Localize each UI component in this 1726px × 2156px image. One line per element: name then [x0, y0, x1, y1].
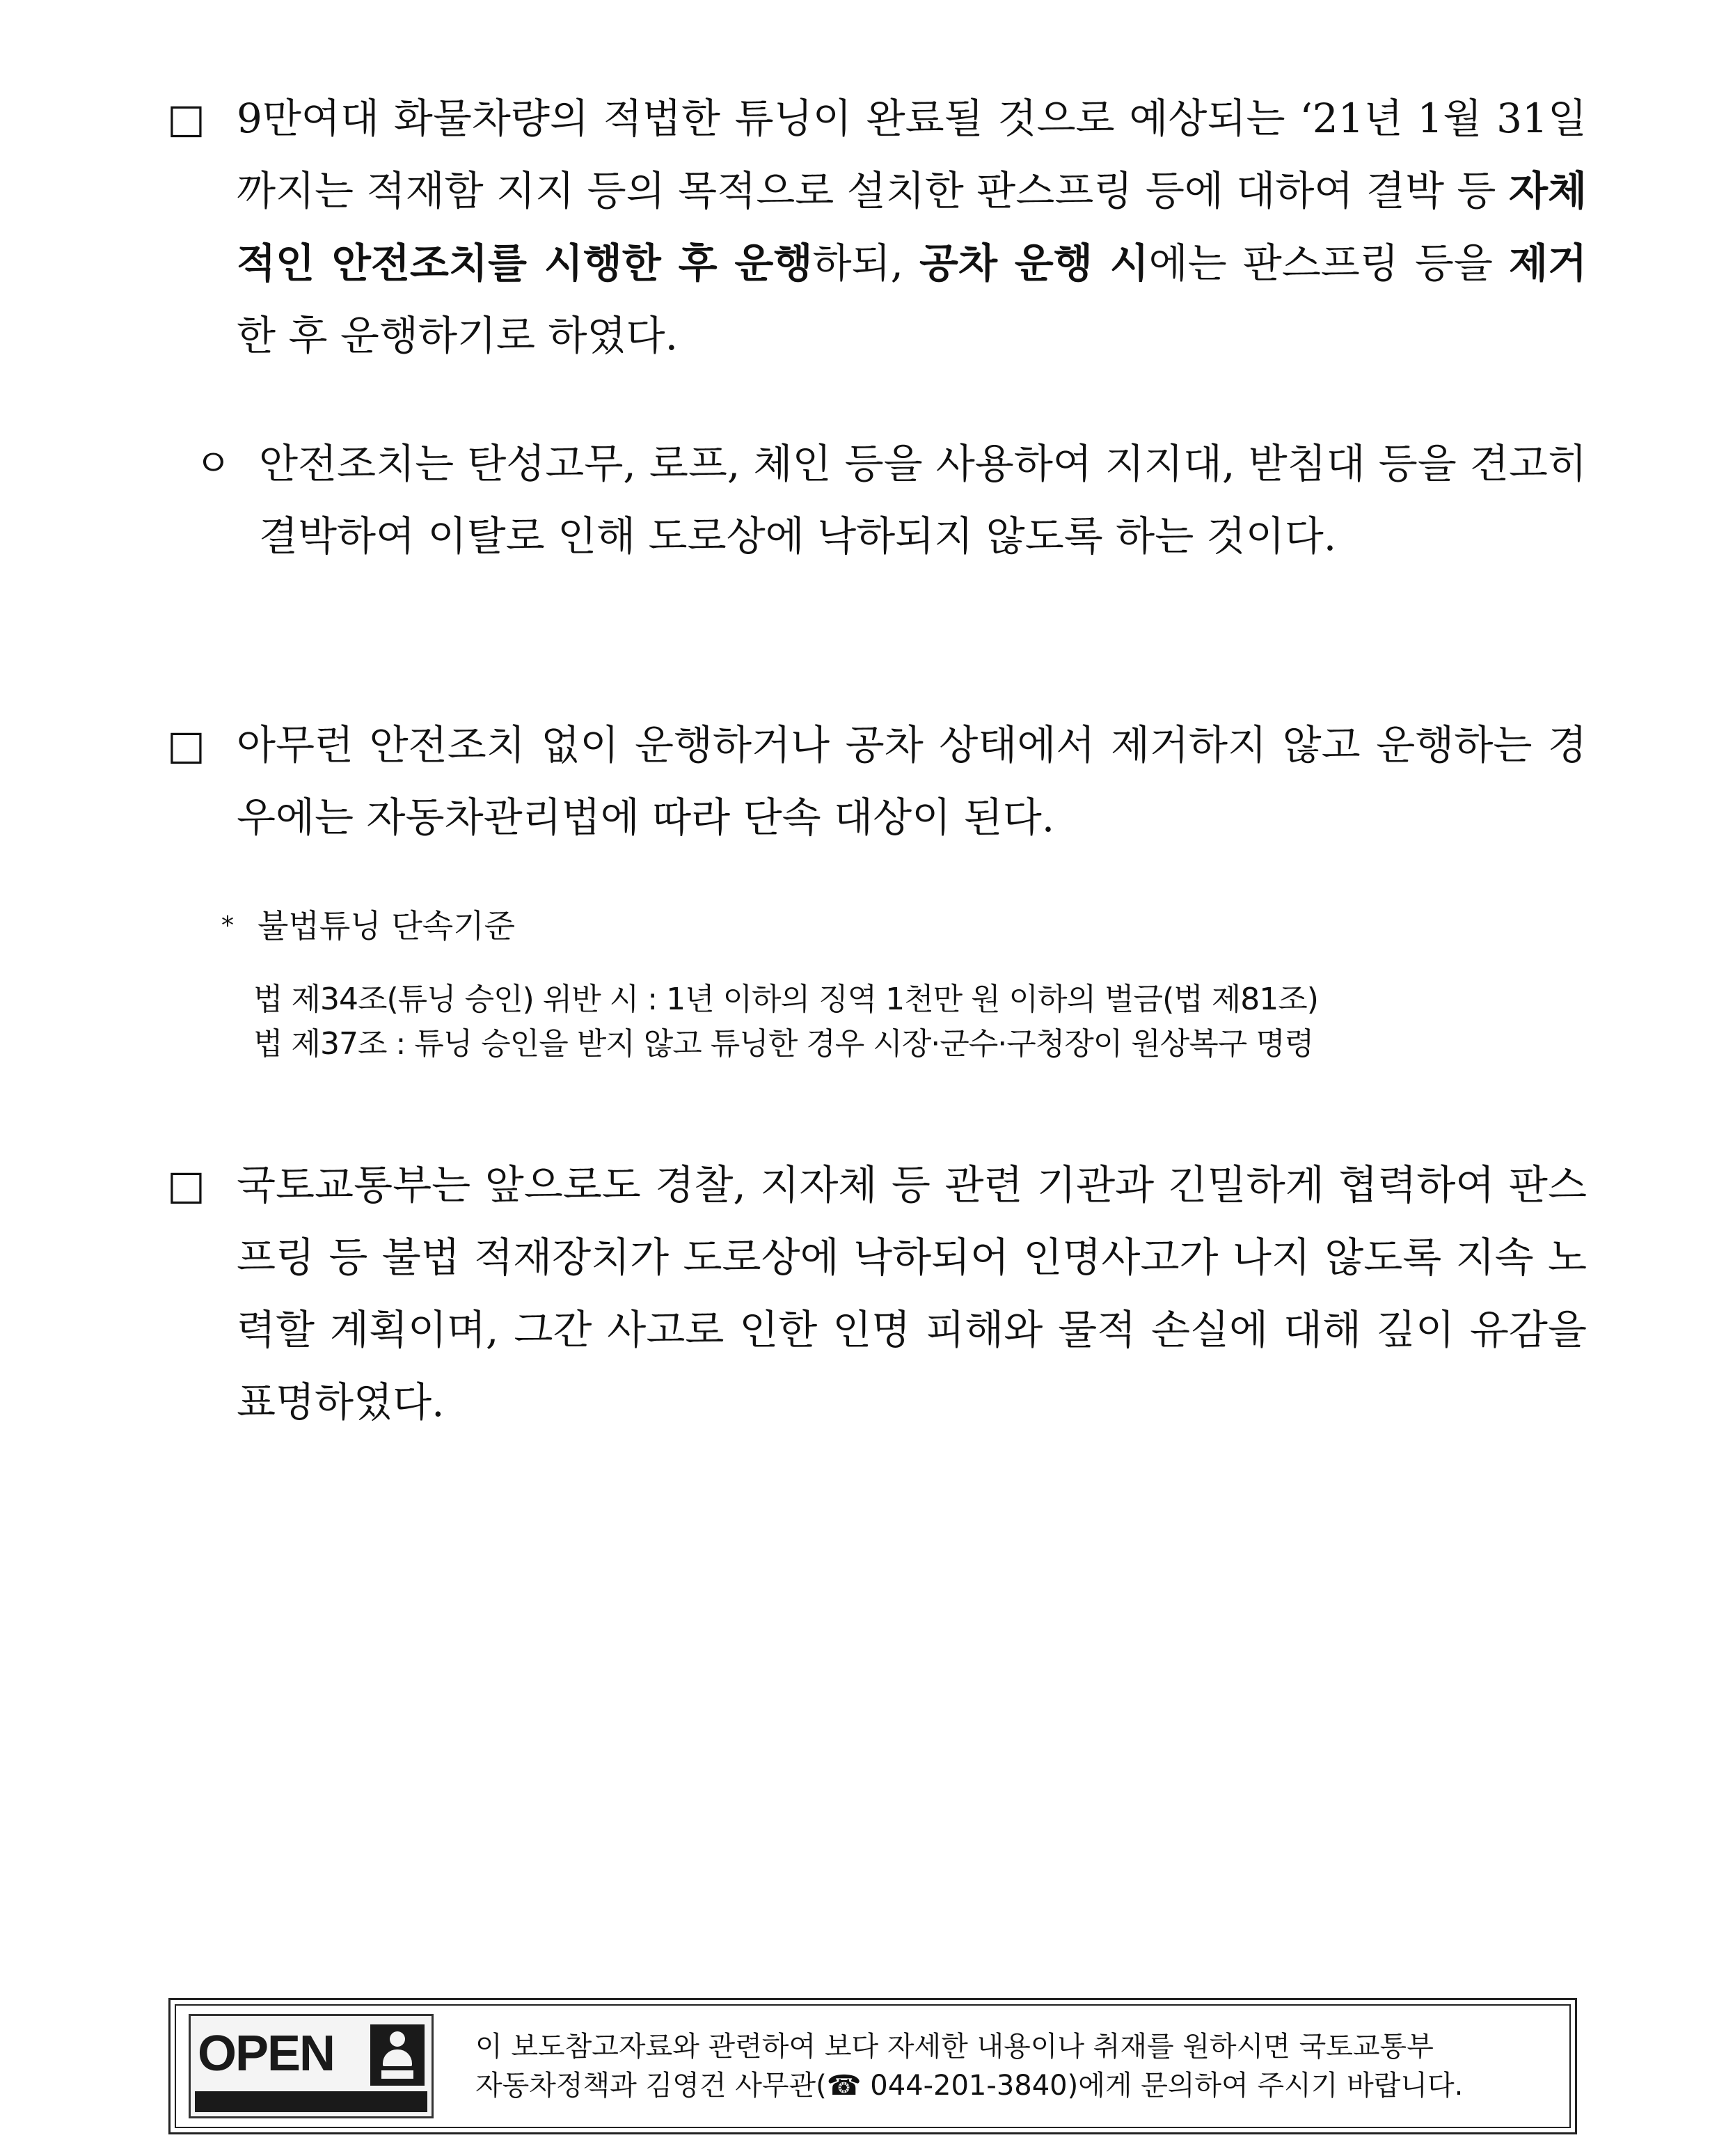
sub-item-safety-definition	[189, 427, 1587, 572]
emphasis-empty-running: 공차 운행 시	[919, 239, 1149, 287]
paragraph-1-text: 9만여대 화물차량의 적법한 튜닝이 완료될 것으로 예상되는 ‘21년 1월 31일까지는 적재함 지지 등의 목적으로 설치한 판스프링 등에 대하여 결박 등 자체적인 안전조치를 시행한 후 운행하되, 공차 운행 시에는 판스프링 등을 제거한 후 운행하기로 하였다.	[237, 95, 1587, 359]
emphasis-safety-measures: 자체적인 안전조치를 시행한 후 운행	[237, 167, 1587, 287]
note-body	[253, 977, 1587, 1067]
contact-box-inner	[175, 2004, 1571, 2128]
license-band	[195, 2091, 427, 2112]
open-license-logo	[189, 2014, 434, 2118]
note-heading-text: 불법튜닝 단속기준	[258, 907, 516, 945]
contact-line-2: 자동차정책과 김영건 사무관(☎ 044-201-3840)에게 문의하여 주시기 바랍니다.	[475, 2070, 1464, 2102]
paragraph-3-text: 국토교통부는 앞으로도 경찰, 지자체 등 관련 기관과 긴밀하게 협력하여 판스프링 등 불법 적재장치가 도로상에 낙하되어 인명사고가 나지 않도록 지속 노력할 계획이며, 그간 사고로 인한 인명 피해와 물적 손실에 대해 깊이 유감을 표명하였다.	[237, 1161, 1587, 1426]
paragraph-1	[167, 82, 1587, 372]
note-line-1: 법 제34조(튜닝 승인) 위반 시 : 1년 이하의 징역 1천만 원 이하의 벌금(법 제81조)	[253, 982, 1318, 1017]
emphasis-remove: 제거	[1508, 239, 1587, 287]
note-heading	[221, 905, 515, 947]
sub-item-text: 안전조치는 탄성고무, 로프, 체인 등을 사용하여 지지대, 받침대 등을 견고히 결박하여 이탈로 인해 도로상에 낙하되지 않도록 하는 것이다.	[259, 440, 1587, 560]
contact-box	[168, 1998, 1577, 2134]
contact-line-1: 이 보도참고자료와 관련하여 보다 자세한 내용이나 취재를 원하시면 국토교통부	[475, 2031, 1434, 2063]
asterisk-icon: *	[221, 911, 234, 940]
paragraph-3	[167, 1149, 1587, 1438]
square-bullet: □	[167, 1161, 205, 1209]
note-line-2: 법 제37조 : 튜닝 승인을 받지 않고 튜닝한 경우 시장·군수·구청장이 원상복구 명령	[253, 1026, 1314, 1062]
square-bullet: □	[167, 95, 205, 142]
paragraph-2-text: 아무런 안전조치 없이 운행하거나 공차 상태에서 제거하지 않고 운행하는 경우에는 자동차관리법에 따라 단속 대상이 된다.	[237, 721, 1587, 841]
contact-text	[475, 2027, 1463, 2105]
person-icon	[370, 2024, 425, 2086]
open-logo-text: OPEN	[198, 2026, 335, 2082]
square-bullet: □	[167, 721, 205, 769]
paragraph-2	[167, 709, 1587, 853]
circle-bullet: ㅇ	[195, 441, 232, 485]
